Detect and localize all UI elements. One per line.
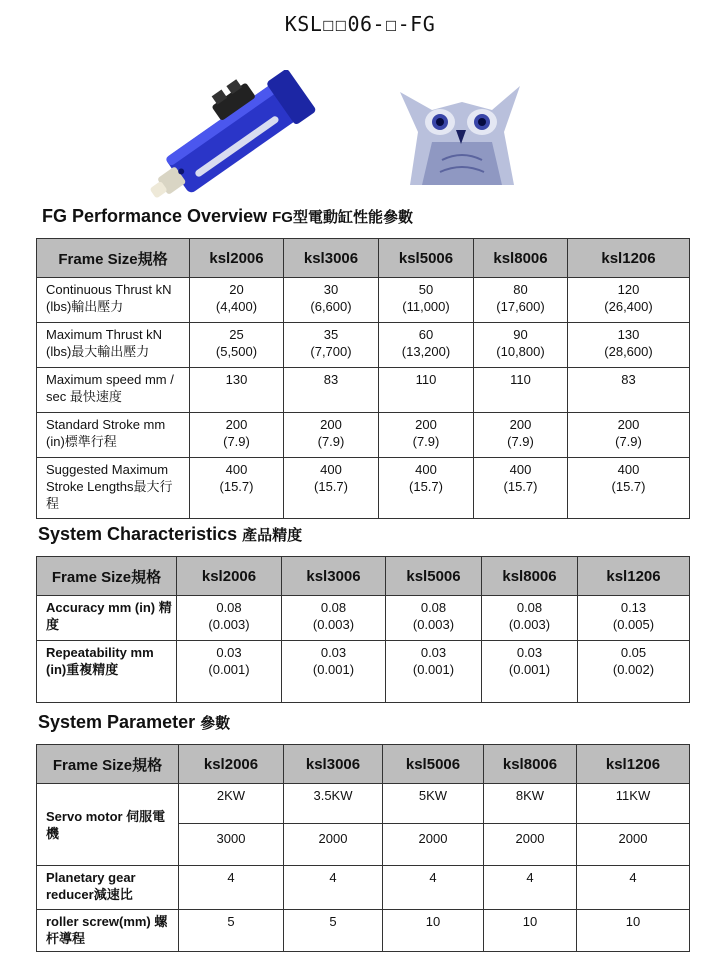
- value-cell: [379, 413, 474, 458]
- value-cell: [282, 596, 386, 641]
- header-cell: ksl2006: [179, 745, 284, 784]
- value: 110: [415, 372, 437, 387]
- value: 120: [617, 282, 640, 297]
- header-cell: ksl5006: [383, 745, 484, 784]
- value-sub: (28,600): [604, 344, 653, 359]
- value-sub: (0.003): [508, 617, 551, 632]
- value-cell: 3000: [179, 824, 284, 866]
- header-cell: ksl5006: [386, 557, 482, 596]
- value-cell: [284, 323, 379, 368]
- value-cell: 4: [179, 866, 284, 910]
- value-cell: [474, 413, 568, 458]
- value: 20: [229, 282, 244, 297]
- value-cell: 10: [577, 910, 690, 952]
- value: 35: [323, 327, 339, 342]
- value-cell: [568, 278, 690, 323]
- value-cell: 5: [284, 910, 383, 952]
- value: 130: [617, 327, 640, 342]
- value-sub: (5,500): [215, 344, 258, 359]
- page-title: KSL☐☐06-☐-FG: [284, 12, 436, 36]
- value-cell: 8KW: [484, 784, 577, 824]
- table-row: [37, 784, 690, 824]
- header-cell: ksl8006: [484, 745, 577, 784]
- header-cell: ksl2006: [190, 239, 284, 278]
- value: 0.03: [516, 645, 543, 660]
- value-cell: [578, 641, 690, 703]
- header-cell: Frame Size規格: [37, 239, 190, 278]
- value-sub: (4,400): [215, 299, 258, 314]
- header-cell: ksl8006: [482, 557, 578, 596]
- value-cell: 11KW: [577, 784, 690, 824]
- value-sub: (15.7): [611, 479, 646, 494]
- table-row: [37, 323, 690, 368]
- parameter-heading: [38, 712, 230, 733]
- value: 400: [617, 462, 640, 477]
- value-cell: 3.5KW: [284, 784, 383, 824]
- value-cell: 10: [484, 910, 577, 952]
- value-sub: (0.005): [612, 617, 655, 632]
- value: 200: [225, 417, 248, 432]
- row-label: Repeatability mm (in)重複精度: [37, 641, 177, 703]
- row-label: Standard Stroke mm (in)標準行程: [37, 413, 190, 458]
- value: 200: [617, 417, 640, 432]
- parameter-heading-cn: 參數: [200, 715, 231, 732]
- value-cell: [482, 641, 578, 703]
- value-sub: (7.9): [615, 434, 642, 449]
- value-sub: (7.9): [223, 434, 250, 449]
- value-cell: [379, 278, 474, 323]
- value-cell: [190, 458, 284, 519]
- value-cell: [386, 641, 482, 703]
- value-cell: 2000: [383, 824, 484, 866]
- value-cell: 4: [484, 866, 577, 910]
- value: 200: [415, 417, 437, 432]
- table-row: [37, 910, 690, 952]
- value: 110: [510, 372, 531, 387]
- header-cell: ksl1206: [577, 745, 690, 784]
- value-sub: (7.9): [507, 434, 534, 449]
- performance-heading: [42, 206, 413, 227]
- performance-heading-en: FG Performance Overview: [42, 206, 268, 226]
- header-cell: ksl8006: [474, 239, 568, 278]
- value-sub: (26,400): [604, 299, 653, 314]
- value: 200: [320, 417, 342, 432]
- row-label: Maximum Thrust kN (lbs)最大輸出壓力: [37, 323, 190, 368]
- value-cell: [284, 413, 379, 458]
- value-cell: [386, 596, 482, 641]
- header-cell: ksl2006: [177, 557, 282, 596]
- value-cell: [474, 323, 568, 368]
- characteristics-heading: [38, 524, 302, 545]
- value: 0.08: [516, 600, 543, 615]
- value-cell: 2000: [577, 824, 690, 866]
- value: 80: [513, 282, 528, 297]
- header-cell: ksl3006: [284, 239, 379, 278]
- value-cell: [284, 458, 379, 519]
- value: 0.05: [620, 645, 647, 660]
- table-row: [37, 641, 690, 703]
- table-row: [37, 413, 690, 458]
- value-cell: 2000: [284, 824, 383, 866]
- value-cell: 4: [383, 866, 484, 910]
- value-sub: (0.002): [612, 662, 655, 677]
- header-cell: Frame Size規格: [37, 557, 177, 596]
- value-cell: [578, 596, 690, 641]
- value-cell: [482, 596, 578, 641]
- value-sub: (0.001): [508, 662, 551, 677]
- value: 83: [621, 372, 636, 387]
- value-sub: (15.7): [409, 479, 443, 494]
- table-row: [37, 596, 690, 641]
- characteristics-heading-cn: 產品精度: [242, 527, 303, 544]
- value-sub: (11,000): [402, 299, 450, 314]
- header-cell: ksl1206: [578, 557, 690, 596]
- table-header-row: [37, 557, 690, 596]
- value: 0.08: [320, 600, 347, 615]
- value-cell: [190, 413, 284, 458]
- row-label: Continuous Thrust kN (lbs)輸出壓力: [37, 278, 190, 323]
- value: 130: [225, 372, 248, 387]
- header-cell: ksl3006: [284, 745, 383, 784]
- value: 0.08: [216, 600, 242, 615]
- value-cell: [284, 278, 379, 323]
- value: 0.03: [420, 645, 447, 660]
- row-label: Suggested Maximum Stroke Lengths最大行程: [37, 458, 190, 519]
- actuator-photo: [140, 70, 330, 200]
- table-header-row: [37, 239, 690, 278]
- value-cell: [568, 458, 690, 519]
- value-sub: (7.9): [412, 434, 440, 449]
- performance-heading-cn: FG型電動缸性能參數: [272, 209, 413, 226]
- value: 25: [229, 327, 244, 342]
- value-cell: 4: [577, 866, 690, 910]
- parameter-heading-en: System Parameter: [38, 712, 196, 732]
- value-cell: [284, 368, 379, 413]
- value-cell: 4: [284, 866, 383, 910]
- value-cell: [474, 458, 568, 519]
- table-row: [37, 458, 690, 519]
- value-cell: [190, 368, 284, 413]
- row-label: Servo motor 伺服電機: [37, 784, 179, 866]
- value-sub: (15.7): [314, 479, 348, 494]
- value: 60: [418, 327, 434, 342]
- value-sub: (0.003): [312, 617, 355, 632]
- parameter-table: [36, 744, 690, 952]
- owl-photo: [392, 80, 532, 185]
- header-cell: Frame Size規格: [37, 745, 179, 784]
- value-sub: (15.7): [503, 479, 538, 494]
- row-label: Maximum speed mm / sec 最快速度: [37, 368, 190, 413]
- characteristics-heading-en: System Characteristics: [38, 524, 238, 544]
- value-cell: [379, 458, 474, 519]
- value-cell: 10: [383, 910, 484, 952]
- row-label: Planetary gear reducer減速比: [37, 866, 179, 910]
- value-sub: (0.001): [208, 662, 250, 677]
- value: 90: [513, 327, 528, 342]
- value-cell: [379, 323, 474, 368]
- value-cell: [177, 641, 282, 703]
- value: 400: [320, 462, 342, 477]
- value-sub: (0.003): [412, 617, 455, 632]
- value: 0.13: [620, 600, 647, 615]
- value-sub: (7,700): [310, 344, 352, 359]
- value-cell: [568, 368, 690, 413]
- value-cell: [282, 641, 386, 703]
- value-cell: [474, 278, 568, 323]
- value: 0.03: [216, 645, 242, 660]
- value: 0.03: [320, 645, 347, 660]
- characteristics-table: [36, 556, 690, 703]
- header-cell: ksl5006: [379, 239, 474, 278]
- value: 200: [509, 417, 532, 432]
- value-cell: [474, 368, 568, 413]
- value-cell: 5KW: [383, 784, 484, 824]
- value-cell: [190, 323, 284, 368]
- value: 400: [225, 462, 248, 477]
- value-sub: (0.003): [208, 617, 250, 632]
- value-sub: (7.9): [317, 434, 345, 449]
- table-header-row: [37, 745, 690, 784]
- header-cell: ksl1206: [568, 239, 690, 278]
- value-cell: [379, 368, 474, 413]
- value-cell: 2000: [484, 824, 577, 866]
- table-row: [37, 866, 690, 910]
- value-cell: [568, 413, 690, 458]
- value: 83: [323, 372, 339, 387]
- value: 30: [323, 282, 339, 297]
- value-cell: [568, 323, 690, 368]
- value-sub: (0.001): [312, 662, 355, 677]
- header-cell: ksl3006: [282, 557, 386, 596]
- value: 0.08: [420, 600, 447, 615]
- value: 400: [415, 462, 437, 477]
- performance-table: [36, 238, 690, 519]
- value-cell: [177, 596, 282, 641]
- value-sub: (13,200): [401, 344, 451, 359]
- value-sub: (15.7): [219, 479, 254, 494]
- value-cell: 5: [179, 910, 284, 952]
- value-sub: (10,800): [496, 344, 545, 359]
- table-row: [37, 368, 690, 413]
- value-cell: 2KW: [179, 784, 284, 824]
- value-sub: (6,600): [310, 299, 352, 314]
- value-cell: [190, 278, 284, 323]
- row-label: Accuracy mm (in) 精度: [37, 596, 177, 641]
- table-row: [37, 278, 690, 323]
- value-sub: (0.001): [412, 662, 455, 677]
- value: 400: [509, 462, 532, 477]
- value: 50: [418, 282, 434, 297]
- row-label: roller screw(mm) 螺杆導程: [37, 910, 179, 952]
- value-sub: (17,600): [496, 299, 545, 314]
